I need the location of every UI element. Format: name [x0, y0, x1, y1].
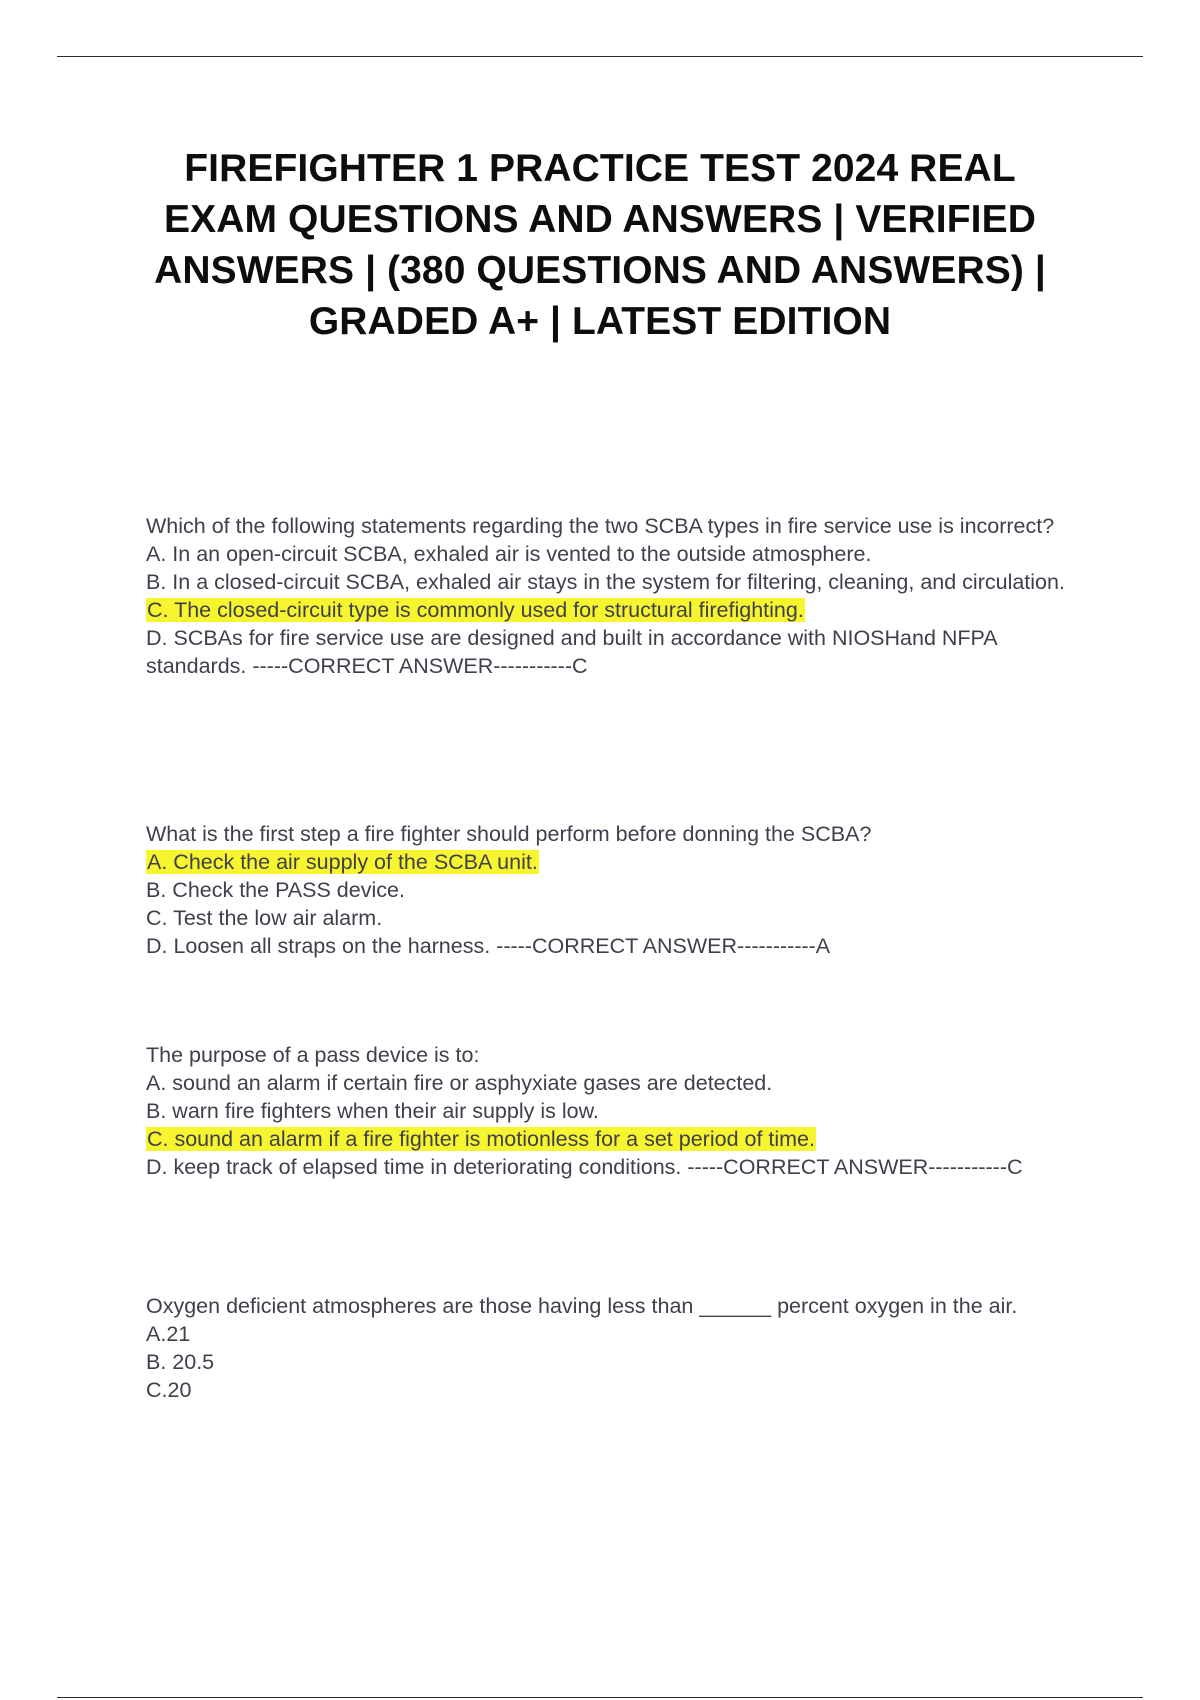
question-block — [146, 1041, 1096, 1181]
answer-option: C. Test the low air alarm. — [146, 906, 383, 930]
answer-option: A. sound an alarm if certain fire or asphyxiate gases are detected. — [146, 1071, 773, 1095]
highlighted-answer-option: A. Check the air supply of the SCBA unit. — [147, 850, 538, 874]
top-rule — [57, 56, 1143, 57]
answer-option: B. Check the PASS device. — [146, 878, 405, 902]
question-stem: The purpose of a pass device is to: — [146, 1043, 480, 1067]
document-title: FIREFIGHTER 1 PRACTICE TEST 2024 REAL EXAM QUESTIONS AND ANSWERS | VERIFIED ANSWERS | (380 QUESTIONS AND ANSWERS) | GRADED A+ | LATEST EDITION — [154, 147, 1046, 343]
answer-option: C.20 — [146, 1378, 192, 1402]
answer-option: A.21 — [146, 1322, 191, 1346]
question-block — [146, 1292, 1096, 1404]
question-block — [146, 512, 1096, 680]
answer-option: A. In an open-circuit SCBA, exhaled air is vented to the outside atmosphere. — [146, 542, 872, 566]
question-block — [146, 820, 1096, 960]
answer-option: B. In a closed-circuit SCBA, exhaled air stays in the system for filtering, cleaning, and circulation. — [146, 570, 1065, 594]
highlighted-answer-option: C. The closed-circuit type is commonly used for structural firefighting. — [147, 598, 804, 622]
answer-option: D. Loosen all straps on the harness. -----CORRECT ANSWER-----------A — [146, 934, 831, 958]
answer-option: D. SCBAs for fire service use are designed and built in accordance with NIOSHand NFPA standards. -----CORRECT ANSWER-----------C — [146, 626, 1003, 678]
question-stem: Which of the following statements regarding the two SCBA types in fire service use is incorrect? — [146, 514, 1055, 538]
answer-option: B. warn fire fighters when their air supply is low. — [146, 1099, 599, 1123]
answer-option: B. 20.5 — [146, 1350, 215, 1374]
question-stem: What is the first step a fire fighter should perform before donning the SCBA? — [146, 822, 872, 846]
question-stem: Oxygen deficient atmospheres are those having less than ______ percent oxygen in the air. — [146, 1294, 1018, 1318]
bottom-rule — [57, 1697, 1143, 1698]
answer-option: D. keep track of elapsed time in deteriorating conditions. -----CORRECT ANSWER-----------C — [146, 1155, 1023, 1179]
highlighted-answer-option: C. sound an alarm if a fire fighter is motionless for a set period of time. — [147, 1127, 815, 1151]
